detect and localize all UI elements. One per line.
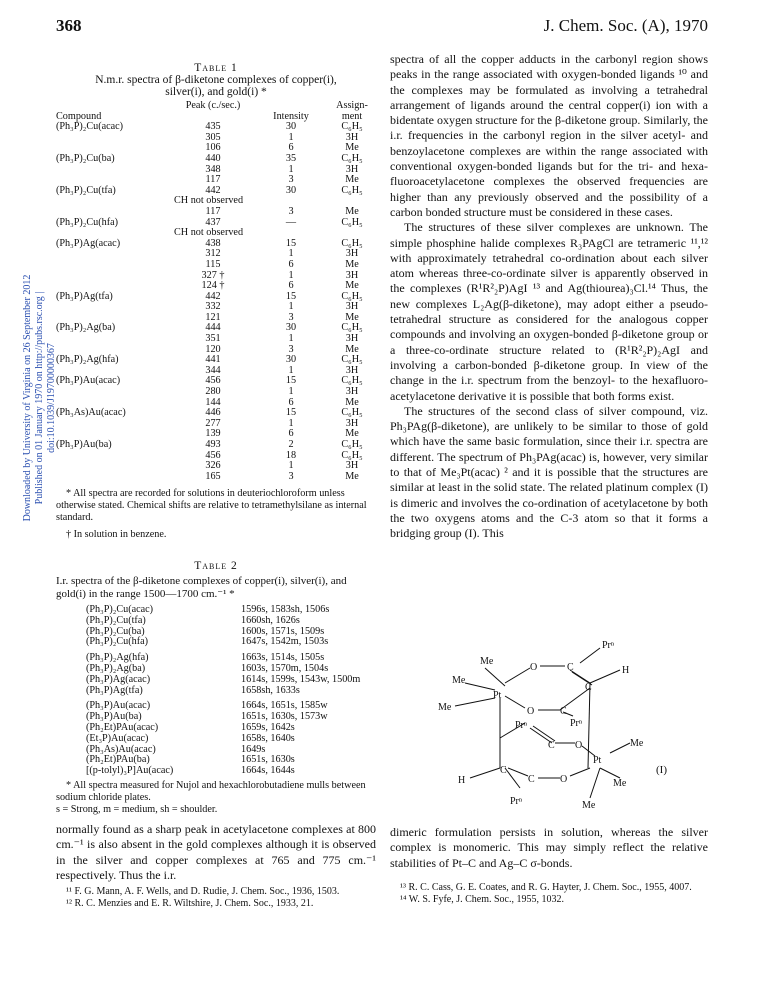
table1-label: Table 1 [194,62,238,74]
cell-peak: 280 [205,386,221,398]
cell-frequencies: 1659s, 1642s [241,721,295,733]
cell-assignment: 3H [345,364,359,376]
cell-assignment: Me [345,311,359,323]
cell-peak: 435 [205,121,221,133]
diagram-c-5: C [500,765,507,776]
cell-intensity: 1 [288,131,294,143]
table1-caption-line2: silver(i), and gold(i) * [165,86,267,98]
cell-frequencies: 1663s, 1514s, 1505s [241,652,325,664]
cell-frequencies: 1600s, 1571s, 1509s [241,625,325,637]
cell-compound: (Ph₃P)Au(acac) [86,700,151,712]
cell-peak: 327 † [201,269,225,281]
cell-compound [56,207,174,218]
cell-note: CH not observed [174,195,244,207]
cell-compound: (Ph₂Et)PAu(acac) [86,721,159,733]
cell-frequencies: 1651s, 1630s, 1573w [241,711,328,723]
diagram-c-1: C [567,662,574,673]
diagram-h-2: H [458,775,466,786]
diagram-o-2: O [527,706,535,717]
diagram-prn-1: Prⁿ [602,640,615,651]
diagram-me-2: Me [452,675,466,686]
table2-block [56,560,376,816]
cell-peak: 326 [205,460,221,472]
reference-11: ¹¹ F. G. Mann, A. F. Wells, and D. Rudie, J. Chem. Soc., 1936, 1503. [66,886,340,897]
cell-compound: (Ph₃P)Au(ba) [56,439,112,450]
cell-intensity: 3 [288,174,294,186]
left-references [56,886,376,910]
cell-intensity: — [285,216,297,228]
cell-compound [56,249,174,260]
cell-compound: (Ph₃As)Au(acac) [56,407,126,419]
cell-compound: (Ph₃P)₂Cu(acac) [56,121,124,133]
right-column [390,52,708,542]
cell-assignment: Me [345,280,359,292]
col-intensity: Intensity [273,110,309,122]
cell-peak: 351 [205,333,221,345]
cell-compound [56,387,174,398]
cell-frequencies: 1614s, 1599s, 1543w, 1500m [241,673,361,685]
diagram-o-3: O [575,740,583,751]
cell-compound: (Ph₃P)₂Cu(hfa) [86,636,148,648]
cell-compound: (Ph₃P)₂Ag(ba) [56,322,116,334]
cell-frequencies: 1651s, 1630s [241,754,295,766]
cell-assignment: C₆H₅ [341,354,363,366]
page-number: 368 [56,16,82,35]
cell-assignment: C₆H₅ [341,290,363,302]
cell-assignment: Me [345,343,359,355]
cell-assignment: 3H [345,417,359,429]
table-row [56,154,374,165]
diagram-prn-2: Prⁿ [515,720,528,731]
cell-intensity: 1 [288,269,294,281]
cell-intensity: 6 [288,428,294,440]
cell-peak: 446 [205,407,221,419]
cell-compound: (Ph₃P)₂Ag(hfa) [56,354,119,366]
cell-compound: (Ph₃P)Ag(acac) [86,673,151,685]
cell-intensity: 1 [288,248,294,260]
reference-12: ¹² R. C. Menzies and E. R. Wiltshire, J. Chem. Soc., 1933, 21. [66,898,314,909]
cell-intensity: 6 [288,142,294,154]
cell-intensity: 1 [288,460,294,472]
sidebar-download-link[interactable]: Downloaded by University of Virginia on 26 September 2012 [22,274,33,522]
cell-frequencies: 1647s, 1542m, 1503s [241,636,329,648]
cell-frequencies: 1664s, 1651s, 1585w [241,700,328,712]
cell-frequencies: 1596s, 1583sh, 1506s [241,604,330,615]
cell-compound [56,260,174,271]
cell-compound: (Ph₂Et)PAu(ba) [86,754,150,766]
table1 [56,101,374,482]
journal-header: J. Chem. Soc. (A), 1970 [543,16,708,35]
cell-peak: 117 [205,174,221,186]
cell-assignment: Me [345,258,359,270]
cell-peak: 348 [205,163,221,175]
cell-compound [56,461,174,472]
cell-intensity: 30 [285,354,297,366]
paragraph-1: spectra of all the copper adducts in the carbonyl region shows peaks in the range associated with oxygen-bonded ligands ¹⁰ and the complexes may be formulated as involving a tetrahedral arrangement of ligands around the central copper(i) ion with a bidentate oxygen structure for the β-diketone group. Similarly, the i.r. frequencies in the carbonyl region in the silver acetyl- and benzoylacetone complexes are within the range associated with conventional oxygen-bonded ligands but for the tri- and hexa-fluoroacetylacetone complexes the observed frequencies are higher than any previously observed and the possibility of a carbon bonded structure must be considered in these cases. [390,52,708,219]
cell-peak: 277 [205,417,221,429]
cell-assignment: Me [345,428,359,440]
cell-frequencies: 1658sh, 1633s [241,684,300,696]
cell-intensity: 15 [285,375,297,387]
cell-intensity: 1 [288,417,294,429]
cell-compound [56,302,174,313]
cell-peak: 312 [205,248,221,260]
cell-assignment: 3H [345,333,359,345]
cell-peak: 493 [205,439,221,450]
cell-compound [56,133,174,144]
cell-peak: 444 [205,322,221,334]
cell-peak: 115 [205,258,221,270]
diagram-c-4: C [548,740,555,751]
cell-frequencies: 1649s [241,743,266,755]
cell-compound: (Ph₃P)₂Cu(tfa) [86,614,146,626]
cell-frequencies: 1603s, 1570m, 1504s [241,662,329,674]
table-row [56,637,360,653]
cell-intensity: 15 [285,237,297,249]
table1-header-row [56,101,374,122]
table-row [56,675,360,686]
cell-compound [56,472,174,483]
cell-compound [56,451,174,462]
cell-peak: 442 [205,290,221,302]
cell-peak: 344 [205,364,221,376]
diagram-c-3: C [560,706,567,717]
cell-compound: (Ph₃P)Au(ba) [86,711,142,723]
cell-peak: 440 [205,152,221,164]
cell-peak: 305 [205,131,221,143]
cell-peak: 441 [205,354,221,366]
cell-peak: 106 [205,142,221,154]
table-row [56,616,360,627]
table2-footnote: * All spectra measured for Nujol and hexachlorobutadiene mulls between sodium chloride plates. [56,779,366,803]
reference-14: ¹⁴ W. S. Fyfe, J. Chem. Soc., 1955, 1032. [400,894,564,905]
cell-compound: (Ph₃As)Au(acac) [86,743,156,755]
right-references [390,882,708,906]
cell-intensity: 6 [288,280,294,292]
cell-compound [56,334,174,345]
cell-compound: (Ph₃P)₂Ag(ba) [86,662,146,674]
cell-assignment: 3H [345,301,359,313]
cell-compound [56,271,174,282]
diagram-o-1: O [530,662,538,673]
paragraph-4: dimeric formulation persists in solution, whereas the silver complex is monomeric. This may simply reflect the relative stabilities of Pt–C and Ag–C σ-bonds. [390,825,708,870]
cell-compound: (Ph₃P)Ag(acac) [56,237,121,249]
table1-footnote: * All spectra are recorded for solutions in deuteriochloroform unless otherwise stated. Chemical shifts are relative to tetramethylsilane as internal standard. [56,488,367,524]
diagram-o-4: O [560,774,568,785]
cell-intensity: 1 [288,386,294,398]
diagram-label: (I) [656,764,667,776]
cell-compound: (Ph₃P)Ag(tfa) [56,290,113,302]
cell-intensity: 1 [288,163,294,175]
cell-peak: 442 [205,184,221,196]
cell-compound [56,196,174,207]
cell-assignment: Me [345,205,359,217]
cell-intensity: 35 [285,152,297,164]
cell-assignment: Me [345,396,359,408]
cell-note: CH not observed [174,227,244,239]
cell-assignment: 3H [345,460,359,472]
cell-intensity: 15 [285,290,297,302]
cell-peak: 124 † [201,280,225,292]
table-row [56,472,374,483]
cell-intensity: 1 [288,301,294,313]
table-row [56,686,360,702]
diagram-prn-4: Prⁿ [510,796,523,807]
table-row [56,260,374,271]
cell-intensity: 1 [288,364,294,376]
cell-intensity: 15 [285,407,297,419]
cell-assignment: C₆H₅ [341,439,363,450]
cell-compound: (Ph₃P)₂Cu(acac) [86,604,154,615]
diagram-me-1: Me [480,656,494,667]
left-body-text: normally found as a sharp peak in acetylacetone complexes at 800 cm.⁻¹ is also absent in the gold complexes although it is observed in the silver and copper complexes at 765 and 775 cm.⁻¹ respectively. Thus the i.r. [56,822,376,882]
diagram-me-3: Me [438,702,452,713]
cell-intensity: 6 [288,258,294,270]
table2-abbrev: s = Strong, m = medium, sh = shoulder. [56,803,218,815]
cell-assignment: C₆H₅ [341,152,363,164]
table-row [56,766,360,777]
cell-assignment: 3H [345,269,359,281]
cell-compound [56,419,174,430]
cell-intensity: 3 [288,343,294,355]
cell-intensity: 3 [288,311,294,323]
diagram-prn-3: Prⁿ [570,718,583,729]
cell-compound: [(p-tolyl)₃P]Au(acac) [86,765,174,777]
cell-compound: (Ph₃P)₂Ag(hfa) [86,652,149,664]
paragraph-3: The structures of the second class of silver compound, viz. Ph₃PAg(β-diketone), are unlikely to be similar to those of gold which have the same basic formulation, since their i.r. spectra are different. The spectrum of Ph₃PAg(acac) is, however, very similar to that of Me₃Pt(acac) ² and it is possible that the structures are similar at least in the solid state. The related platinum complex (I) is dimeric and involves the co-ordination of acetylacetone by both the two oxygens atoms and the C-3 atom so that it forms a bridging group (I). This [390,403,708,541]
cell-assignment: C₆H₅ [341,216,363,228]
cell-peak: 332 [205,301,221,313]
diagram-me-4: Me [630,738,644,749]
cell-assignment: 3H [345,248,359,260]
table2-label: Table 2 [194,560,238,572]
table1-footnote-dagger: † In solution in benzene. [66,529,167,541]
cell-peak: 456 [205,449,221,461]
download-sidebar [22,248,58,548]
table2-caption: I.r. spectra of the β-diketone complexes of copper(i), silver(i), and gold(i) in the range 1500—1700 cm.⁻¹ * [56,575,347,600]
table1-block [56,62,376,541]
cell-compound: (Ph₃P)₂Cu(hfa) [56,216,118,228]
diagram-me-6: Me [582,800,596,811]
cell-assignment: C₆H₅ [341,407,363,419]
diagram-h-1: H [622,665,630,676]
cell-assignment: C₆H₅ [341,237,363,249]
cell-peak: 456 [205,375,221,387]
cell-assignment: C₆H₅ [341,375,363,387]
cell-intensity: 2 [288,439,294,450]
diagram-pt-1: Pt [493,690,502,701]
cell-peak: 117 [205,205,221,217]
col-assignment: Assign- ment [336,100,368,122]
cell-peak: 120 [205,343,221,355]
table2 [56,605,360,777]
cell-peak: 437 [205,216,221,228]
cell-assignment: C₆H₅ [341,184,363,196]
cell-assignment: C₆H₅ [341,449,363,461]
reference-13: ¹³ R. C. Cass, G. E. Coates, and R. G. Hayter, J. Chem. Soc., 1955, 4007. [400,882,692,893]
cell-assignment: C₆H₅ [341,322,363,334]
col-compound: Compound [56,110,102,122]
cell-peak: 165 [205,470,221,482]
diagram-me-5: Me [613,778,627,789]
table-row [56,440,374,451]
cell-compound: (Ph₃P)₂Cu(ba) [56,152,115,164]
cell-compound: (Ph₃P)₂Cu(ba) [86,625,145,637]
cell-intensity: 3 [288,470,294,482]
cell-frequencies: 1664s, 1644s [241,765,295,777]
cell-peak: 121 [205,311,221,323]
cell-assignment: Me [345,142,359,154]
cell-assignment: 3H [345,131,359,143]
cell-assignment: Me [345,174,359,186]
cell-peak: 438 [205,237,221,249]
paragraph-2: The structures of these silver complexes are unknown. The simple phosphine halide complexes R₃PAgCl are tetrameric ¹¹,¹² with approximately tetrahedral co-ordination about each silver atom whereas three-co-ordinate silver is apparently observed in the complexes (R¹R²₂P)AgI ¹³ and Ag(thiourea)₃Cl.¹⁴ Thus, the new complexes L₂Ag(β-diketone), may adopt either a pseudo-tetrahedral structure as considered for the analogous copper compounds and involving an oxygen-bonded β-diketone group or a three-co-ordinate structure related to (R¹R²₂P)₂AgI and involving a carbon-bonded β-diketone group. In view of the change in the i.r. spectrum from the benzoyl- to the hexafluoro-acetylacetone derivative it is possible that both forms exist. [390,220,708,403]
table1-caption-line1: N.m.r. spectra of β-diketone complexes of copper(i), [95,74,337,86]
cell-frequencies: 1660sh, 1626s [241,614,300,626]
cell-peak: 144 [205,396,221,408]
diagram-pt-2: Pt [593,755,602,766]
cell-assignment: 3H [345,163,359,175]
cell-compound [56,165,174,176]
cell-peak: 139 [205,428,221,440]
diagram-c-6: C [528,774,535,785]
cell-intensity: 30 [285,322,297,334]
cell-compound: (Ph₃P)Au(acac) [56,375,121,387]
cell-intensity: 18 [285,449,297,461]
sidebar-doi-link[interactable]: Published on 01 January 1970 on http://pubs.rsc.org | doi:10.1039/J19700000367 [34,291,57,505]
diagram-c-2: C [585,682,592,693]
cell-intensity: 6 [288,396,294,408]
table-row [56,734,360,745]
cell-frequencies: 1658s, 1640s [241,732,295,744]
cell-compound: (Ph₃P)Ag(tfa) [86,684,143,696]
structure-diagram [430,628,680,818]
cell-intensity: 1 [288,333,294,345]
cell-intensity: 3 [288,205,294,217]
table-row [56,207,374,218]
col-peak: Peak (c./sec.) [185,100,241,111]
cell-compound: (Ph₃P)₂Cu(tfa) [56,184,116,196]
cell-assignment: 3H [345,386,359,398]
cell-assignment: C₆H₅ [341,121,363,133]
cell-intensity: 30 [285,184,297,196]
cell-intensity: 30 [285,121,297,133]
cell-assignment: Me [345,470,359,482]
cell-compound: (Et₃P)Au(acac) [86,732,149,744]
